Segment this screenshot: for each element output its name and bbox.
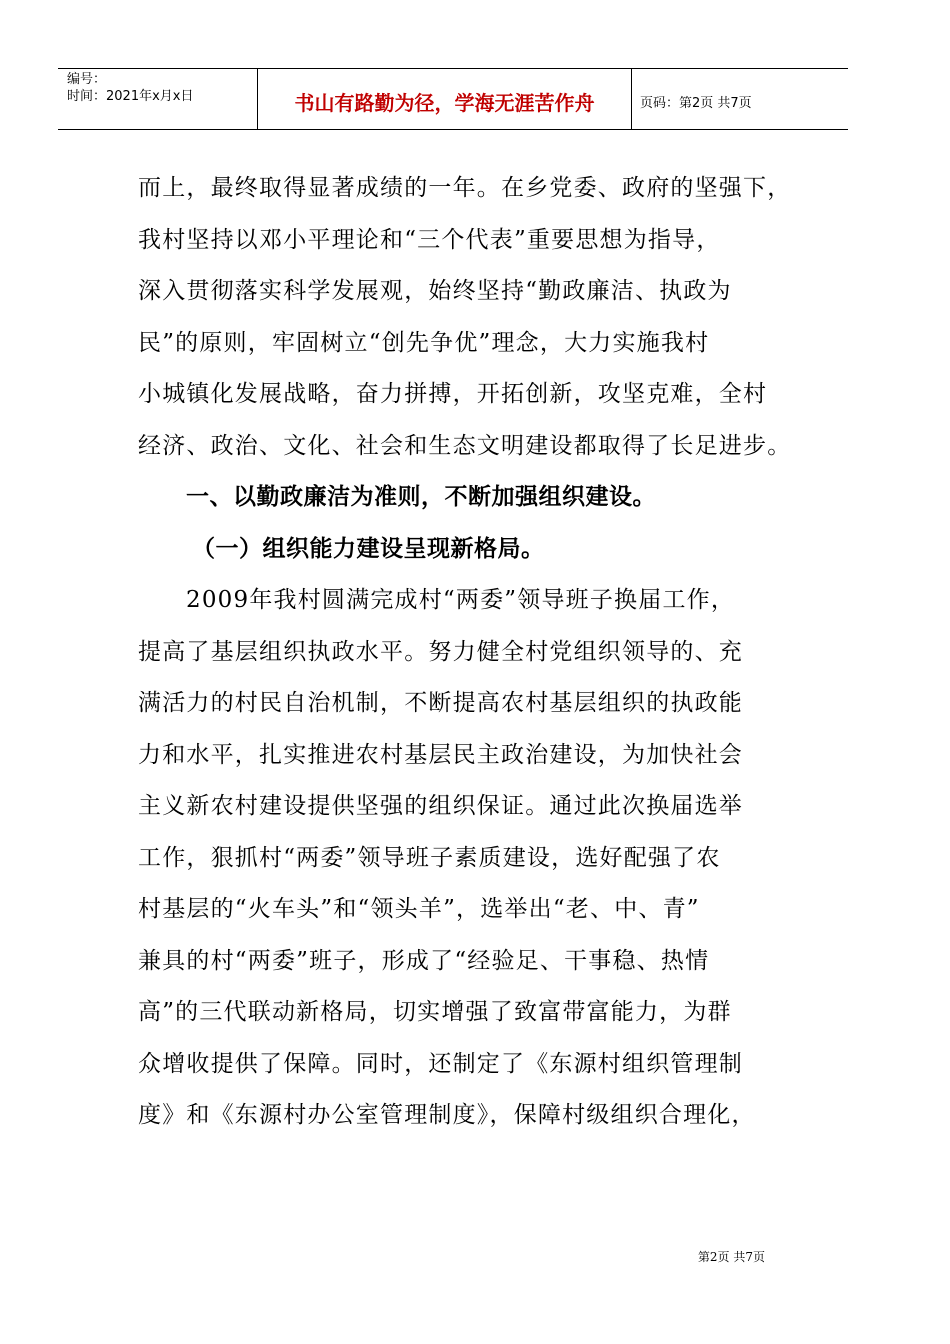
subsection-heading: （一）组织能力建设呈现新格局。 [192, 535, 545, 562]
body-line: 主义新农村建设提供坚强的组织保证。通过此次换届选举 [138, 793, 743, 819]
body-line: 众增收提供了保障。同时，还制定了《东源村组织管理制 [138, 1050, 743, 1077]
header-motto: 书山有路勤为径，学海无涯苦作舟 [258, 69, 632, 129]
section-heading: 一、以勤政廉洁为准则，不断加强组织建设。 [186, 484, 656, 510]
header-meta [58, 69, 258, 129]
body-line: 而上，最终取得显著成绩的一年。在乡党委、政府的坚强下， [138, 175, 792, 201]
body-line: 度》和《东源村办公室管理制度》，保障村级组织合理化， [138, 1102, 756, 1128]
paragraph-start: 2009年我村圆满完成村“两委”领导班子换届工作， [186, 587, 736, 613]
body-line: 民”的原则，牢固树立“创先争优”理念，大力实施我村 [138, 329, 710, 356]
body-line: 提高了基层组织执政水平。努力健全村党组织领导的、充 [138, 638, 743, 665]
body-line: 力和水平，扎实推进农村基层民主政治建设，为加快社会 [138, 741, 743, 768]
body-line: 满活力的村民自治机制，不断提高农村基层组织的执政能 [138, 690, 743, 716]
page-header [58, 68, 848, 130]
header-number-label: 编号： [67, 72, 107, 87]
body-line: 经济、政治、文化、社会和生态文明建设都取得了长足进步。 [138, 432, 792, 459]
body-line: 我村坚持以邓小平理论和“三个代表”重要思想为指导， [138, 226, 721, 253]
header-time-label: 时间：2021年x月x日 [67, 89, 194, 104]
document-body [138, 163, 792, 1142]
header-page-info: 页码：第2页 共7页 [640, 95, 752, 111]
body-line: 工作，狠抓村“两委”领导班子素质建设，选好配强了农 [138, 844, 721, 871]
body-line: 兼具的村“两委”班子，形成了“经验足、干事稳、热情 [138, 947, 710, 974]
body-line: 高”的三代联动新格局，切实增强了致富带富能力，为群 [138, 999, 732, 1025]
body-line: 村基层的“火车头”和“领头羊”，选举出“老、中、青” [138, 896, 700, 922]
body-line: 深入贯彻落实科学发展观，始终坚持“勤政廉洁、执政为 [138, 278, 732, 304]
body-line: 小城镇化发展战略，奋力拼搏，开拓创新，攻坚克难，全村 [138, 381, 768, 407]
page-footer: 第2页 共7页 [697, 1250, 765, 1264]
